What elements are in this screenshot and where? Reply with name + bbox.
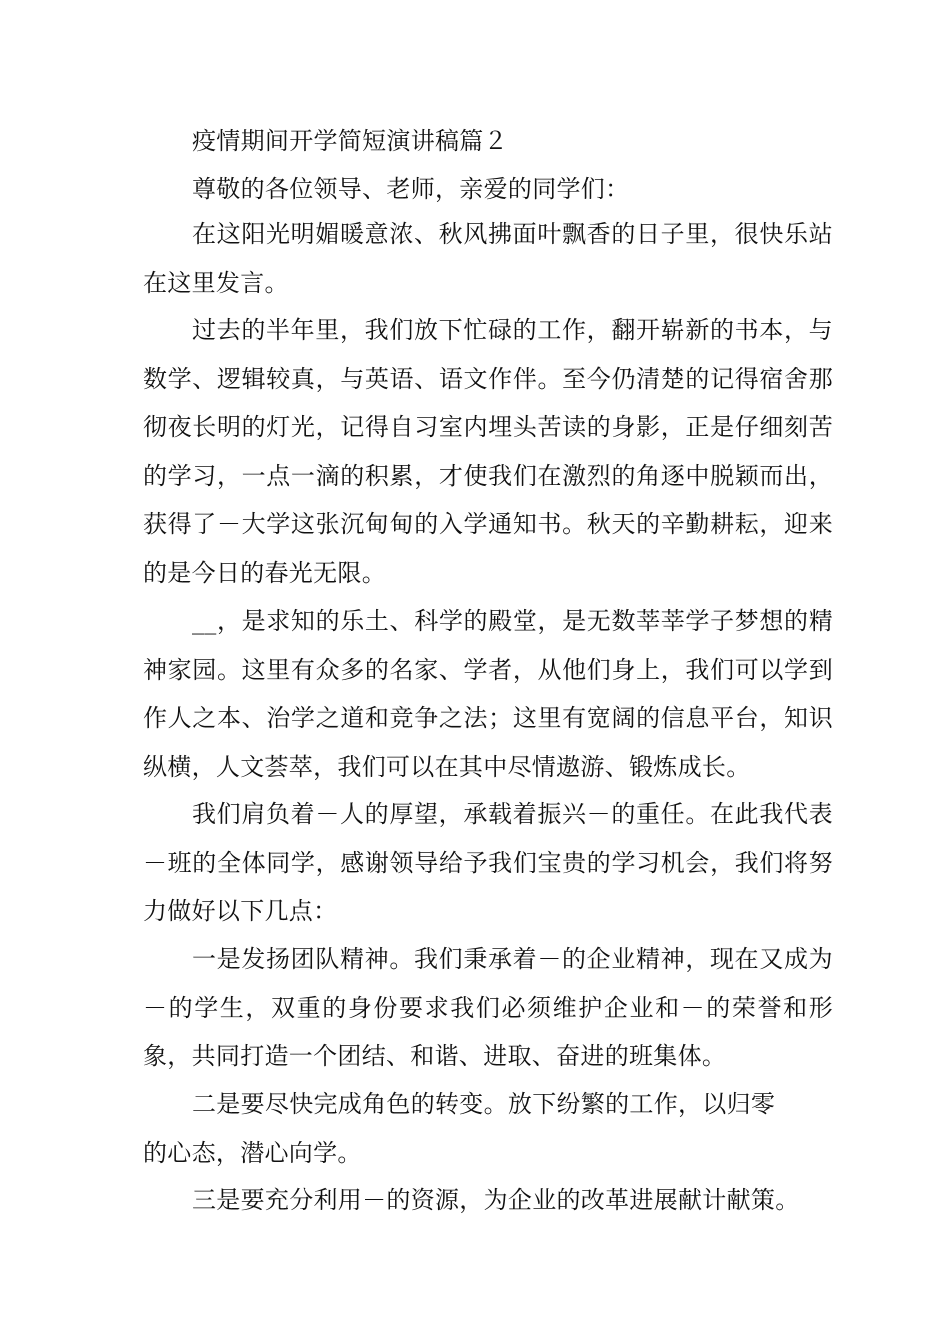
- salutation-paragraph: 尊敬的各位领导、老师，亲爱的同学们：: [192, 175, 630, 203]
- body-paragraph-campus: __，是求知的乐土、科学的殿堂，是无数莘莘学子梦想的精神家园。这里有众多的名家、学者，从他们身上，我们可以学到作人之本、治学之道和竞争之法；这里有宽阔的信息平台，知识纵横，人文荟萃，我们可以在其中尽情遨游、锻炼成长。: [143, 607, 833, 781]
- point-one-paragraph: 一是发扬团队精神。我们秉承着－的企业精神，现在又成为－的学生，双重的身份要求我们必须维护企业和－的荣誉和形象，共同打造一个团结、和谐、进取、奋进的班集体。: [143, 945, 833, 1071]
- body-paragraph-past-half-year: 过去的半年里，我们放下忙碌的工作，翻开崭新的书本，与数学、逻辑较真，与英语、语文作伴。至今仍清楚的记得宿舍那彻夜长明的灯光，记得自习室内埋头苦读的身影，正是仔细刻苦的学习，一点一滴的积累，才使我们在激烈的角逐中脱颖而出，获得了－大学这张沉甸甸的入学通知书。秋天的辛勤耕耘，迎来的是今日的春光无限。: [143, 316, 833, 587]
- point-three-paragraph: 三是要充分利用－的资源，为企业的改革进展献计献策。: [192, 1186, 800, 1214]
- point-two-paragraph: 二是要尽快完成角色的转变。放下纷繁的工作，以归零的心态，潜心向学。: [143, 1090, 776, 1167]
- body-paragraph-responsibility: 我们肩负着－人的厚望，承载着振兴－的重任。在此我代表－班的全体同学，感谢领导给予我们宝贵的学习机会，我们将努力做好以下几点：: [143, 800, 833, 926]
- opening-paragraph: 在这阳光明媚暖意浓、秋风拂面叶飘香的日子里，很快乐站在这里发言。: [143, 220, 833, 297]
- document-title: 疫情期间开学简短演讲稿篇２: [192, 127, 508, 155]
